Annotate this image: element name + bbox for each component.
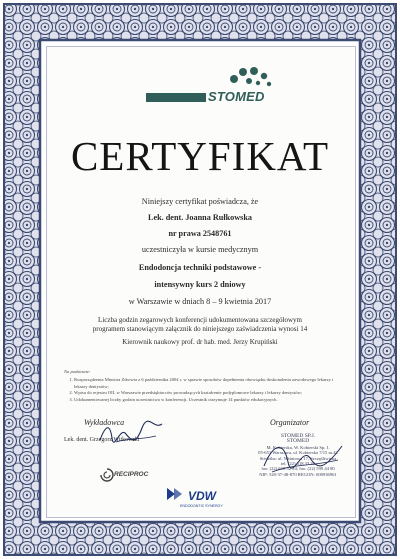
stamp-line: Siedziba: ul. Wiśniowa 17, Szczęśliwicka: [259, 455, 337, 461]
lecturer-title: Wykładowca: [84, 418, 125, 427]
legal-footnotes: [64, 369, 344, 403]
stomed-logo: [146, 66, 270, 112]
stamp-line: NIP: 520-37-48-870 REGON: 000936961: [259, 471, 337, 477]
logo-dots-icon: [228, 66, 272, 90]
certificate-title: CERTYFIKAT: [70, 133, 330, 179]
stamp-line: STOMED SP.J.: [280, 433, 316, 439]
reciproc-swirl-icon: [100, 468, 114, 482]
footnote-item: 2. Wpisu do rejestru OIL w Warszawie przedsiębiorców prowadzących kształcenie podyplomowe lekarzy i lekarzy dentystów;: [74, 390, 344, 396]
scientific-director: Kierownik naukowy prof. dr hab. med. Jerzy Krupiński: [122, 338, 278, 346]
stamp-line: STOMED: [286, 438, 310, 445]
stamp-line: 05-651 Warszawa, ul. Kobierska 7/15 m.42: [258, 450, 338, 456]
organizer-title: Organizator: [270, 418, 310, 427]
footnote-item: 1. Rozporządzenia Ministra Zdrowia z 6 października 2004 r. w sprawie sposobów dopełnienia obowiązku doskonalenia zawodowego lekarzy i lekarzy dentystów;: [74, 377, 344, 390]
hours-line2: programem stanowiącym załącznik do niniejszego zaświadczenia wynosi 14: [92, 325, 308, 333]
participation-line: uczestniczyła w kursie medycznym: [141, 245, 259, 254]
stamp-line: M. Kobierska, W. Kobierski Sp. J.: [266, 444, 330, 450]
vdw-arrow-icon: [166, 486, 188, 502]
lecturer-signature: [96, 420, 166, 448]
logo-bar: [146, 93, 206, 102]
footnote-item: 3. Udokumentowanej liczby godzin uczestnictwa w konferencji, Uczestnik otrzymuje 14 punktów edukacyjnych.: [74, 397, 344, 403]
intro-line: Niniejszy certyfikat poświadcza, że: [141, 197, 259, 206]
stamp-line: tel. (22) 618 33 35: [280, 461, 316, 467]
reciproc-text: RECIPROC: [114, 471, 149, 478]
recipient-name: Lek. dent. Joanna Rułkowska: [148, 213, 252, 222]
vdw-tagline: ENDODONTIC SYNERGY: [180, 504, 223, 508]
lecturer-name: Lek. dent. Grzegorz Witkowski: [64, 437, 140, 443]
reciproc-logo: [100, 468, 149, 484]
course-dates: w Warszawie w dniach 8 – 9 kwietnia 2017: [128, 297, 272, 306]
course-name-line1: Endodoncja techniki podstawowe -: [138, 263, 262, 272]
stamp-line: fax: (22) 618 52 34; fax: (22) 599 44 80: [261, 466, 335, 472]
vdw-text: VDW: [188, 489, 216, 503]
vdw-logo: [166, 486, 226, 512]
logo-text: STOMED: [208, 89, 265, 104]
license-number: nr prawa 2548761: [168, 229, 232, 238]
company-stamp: [250, 434, 346, 477]
hours-line1: Liczba godzin zegarowych konferencji udokumentowana szczegółowym: [98, 316, 302, 324]
footnotes-label: Na podstawie:: [64, 369, 91, 374]
course-name-line2: intensywny kurs 2 dniowy: [154, 280, 246, 289]
